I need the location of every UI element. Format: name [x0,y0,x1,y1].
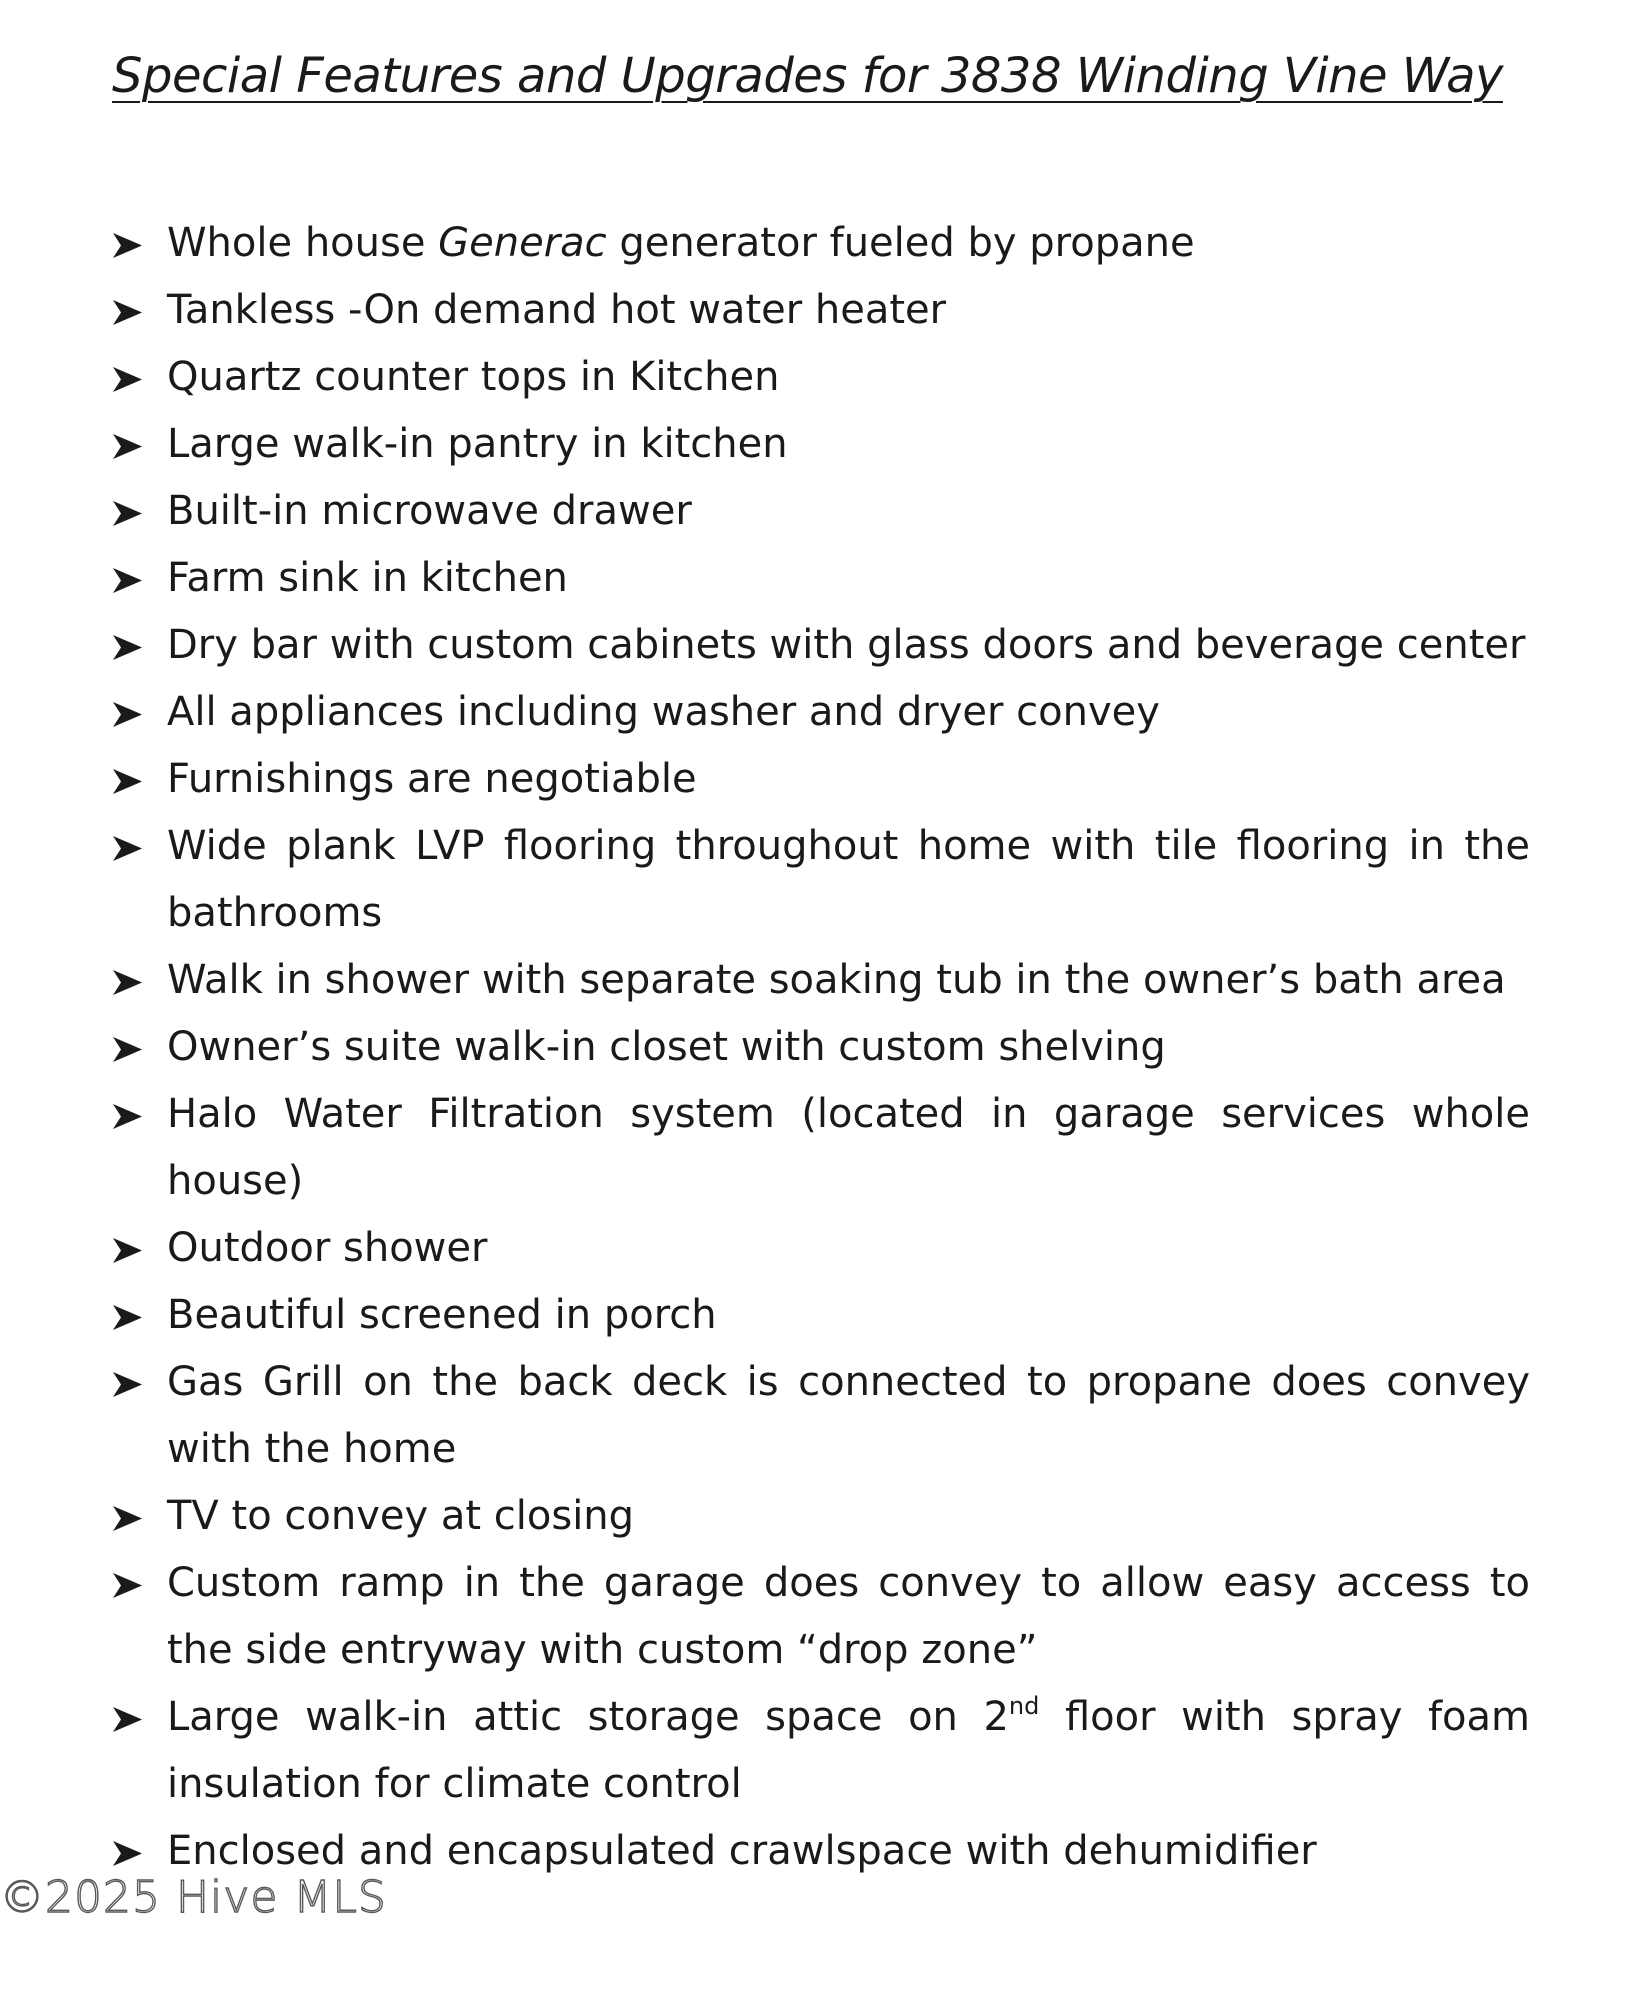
arrow-bullet-icon [112,1505,143,1532]
feature-text: Large walk-in pantry in kitchen [167,421,788,467]
arrow-bullet-icon [112,1572,143,1599]
feature-text: Large walk-in attic storage space on 2nd floor with spray foam insulation for climate control [167,1692,1530,1807]
arrow-bullet-icon [112,299,143,326]
feature-item [112,612,1530,679]
feature-text: Whole house Generac generator fueled by propane [167,220,1195,266]
feature-text: Halo Water Filtration system (located in garage services whole house) [167,1091,1530,1204]
feature-item [112,545,1530,612]
feature-item [112,1282,1530,1349]
arrow-bullet-icon [112,1103,143,1130]
arrow-bullet-icon [112,1237,143,1264]
feature-item [112,277,1530,344]
arrow-bullet-icon [112,232,143,259]
feature-text: All appliances including washer and dryer convey [167,689,1160,735]
feature-text: Gas Grill on the back deck is connected to propane does convey with the home [167,1359,1530,1472]
arrow-bullet-icon [112,1706,143,1733]
feature-text: Farm sink in kitchen [167,555,568,601]
watermark: ©2025 Hive MLS [0,1872,387,1923]
feature-text: Walk in shower with separate soaking tub in the owner’s bath area [167,957,1506,1003]
feature-item [112,344,1530,411]
arrow-bullet-icon [112,567,143,594]
arrow-bullet-icon [112,1840,143,1867]
feature-item [112,1684,1530,1818]
feature-item [112,1349,1530,1483]
feature-text: Custom ramp in the garage does convey to allow easy access to the side entryway with custom “drop zone” [167,1560,1530,1673]
feature-text: Outdoor shower [167,1225,488,1271]
arrow-bullet-icon [112,1371,143,1398]
page-title: Special Features and Upgrades for 3838 Winding Vine Way [112,48,1503,104]
feature-item [112,478,1530,545]
feature-item [112,947,1530,1014]
features-list [112,210,1530,1885]
arrow-bullet-icon [112,768,143,795]
feature-text: Enclosed and encapsulated crawlspace with dehumidifier [167,1828,1317,1874]
feature-text: Tankless -On demand hot water heater [167,287,947,333]
feature-text: Beautiful screened in porch [167,1292,717,1338]
arrow-bullet-icon [112,366,143,393]
feature-item [112,210,1530,277]
feature-text: Dry bar with custom cabinets with glass doors and beverage center [167,622,1526,668]
feature-text: TV to convey at closing [167,1493,635,1539]
arrow-bullet-icon [112,500,143,527]
feature-item [112,813,1530,947]
feature-text: Wide plank LVP flooring throughout home with tile flooring in the bathrooms [167,823,1530,936]
feature-item [112,746,1530,813]
feature-item [112,1483,1530,1550]
feature-text: Furnishings are negotiable [167,756,697,802]
arrow-bullet-icon [112,1036,143,1063]
feature-item [112,1215,1530,1282]
feature-item [112,679,1530,746]
arrow-bullet-icon [112,1304,143,1331]
feature-item [112,411,1530,478]
feature-text: Owner’s suite walk-in closet with custom shelving [167,1024,1166,1070]
feature-text: Built-in microwave drawer [167,488,692,534]
arrow-bullet-icon [112,969,143,996]
arrow-bullet-icon [112,701,143,728]
arrow-bullet-icon [112,835,143,862]
feature-text: Quartz counter tops in Kitchen [167,354,780,400]
feature-item [112,1014,1530,1081]
arrow-bullet-icon [112,634,143,661]
feature-item [112,1550,1530,1684]
arrow-bullet-icon [112,433,143,460]
feature-item [112,1081,1530,1215]
